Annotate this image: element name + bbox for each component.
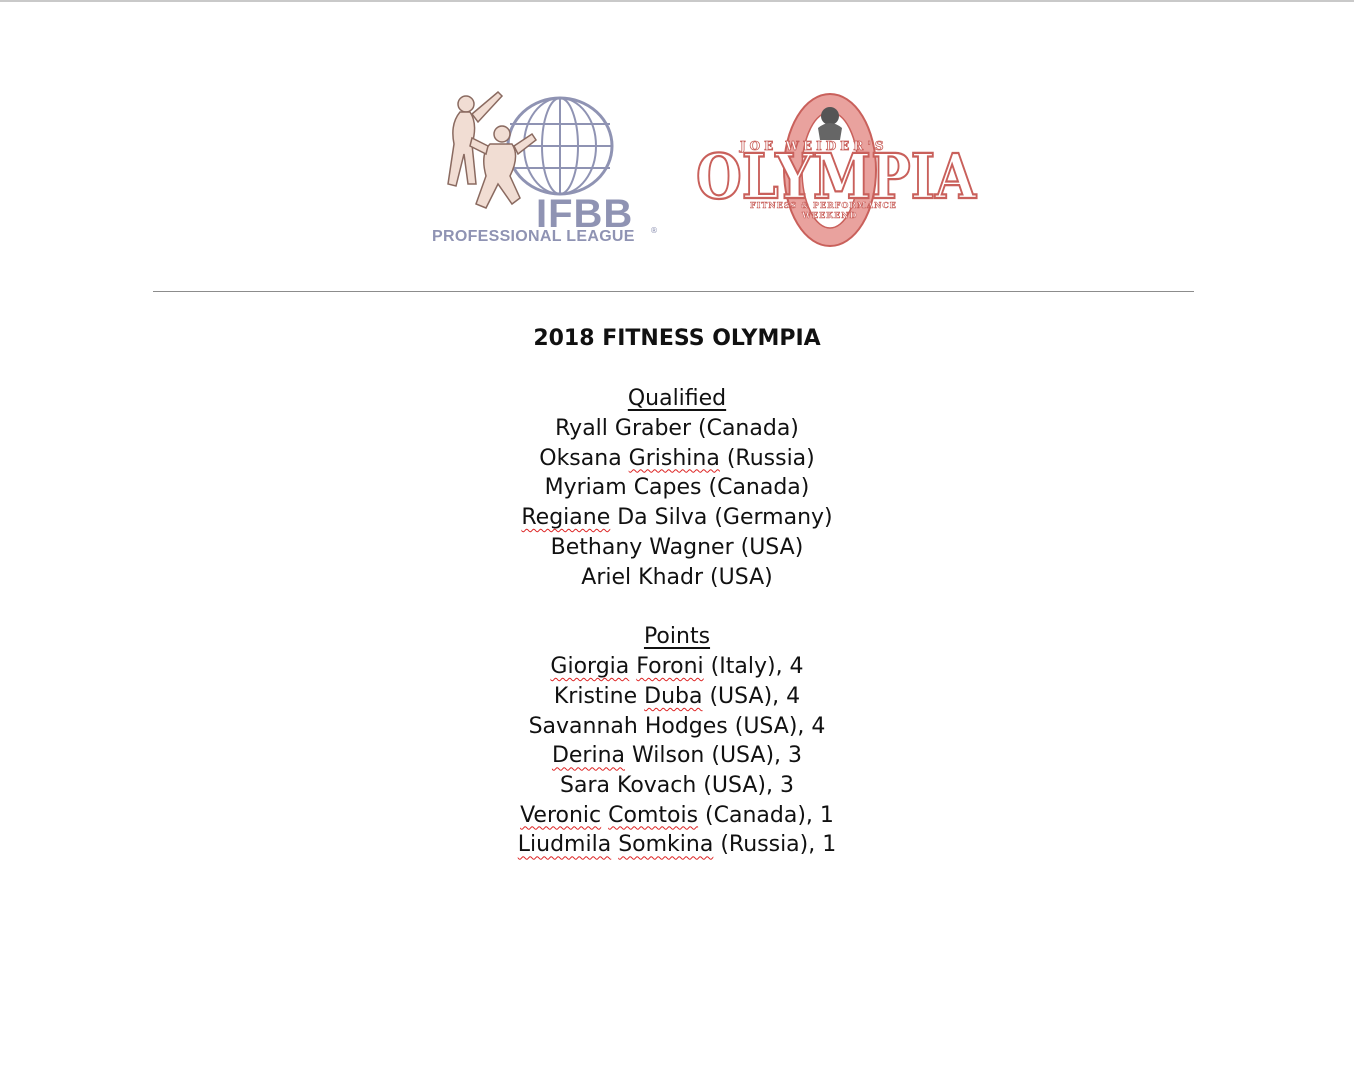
list-item: Derina Wilson (USA), 3 [551, 743, 803, 769]
registered-mark: ® [650, 226, 658, 235]
ifbb-wordmark: IFBB [536, 192, 634, 236]
list-item: Oksana Grishina (Russia) [539, 445, 815, 471]
olympia-bottom-text-2: WEEKEND [802, 210, 858, 220]
list-item: Kristine Duba (USA), 4 [553, 683, 801, 709]
ifbb-subtitle: PROFESSIONAL LEAGUE [432, 228, 635, 245]
list-item: Regiane Da Silva (Germany) [521, 505, 833, 531]
document-body [0, 322, 1354, 860]
list-item: Ryall Graber (Canada) [555, 416, 799, 441]
top-border [0, 0, 1354, 2]
list-item: Bethany Wagner (USA) [550, 534, 804, 560]
list-item: Sara Kovach (USA), 3 [560, 773, 794, 799]
olympia-bottom-text-1: FITNESS & PERFORMANCE [750, 200, 897, 210]
horizontal-divider [153, 291, 1194, 292]
list-item: Savannah Hodges (USA), 4 [528, 713, 826, 739]
olympia-wordmark: OLYMPIA [696, 140, 977, 213]
qualified-heading: Qualified [627, 386, 727, 411]
list-item: Ariel Khadr (USA) [581, 564, 773, 590]
list-item: Giorgia Foroni (Italy), 4 [550, 654, 804, 680]
list-item: Veronic Comtois (Canada), 1 [520, 802, 834, 828]
points-heading: Points [643, 624, 711, 650]
list-item: Myriam Capes (Canada) [544, 475, 810, 501]
page-title: 2018 FITNESS OLYMPIA [533, 326, 821, 351]
olympia-top-text: JOE WEIDER'S [740, 139, 888, 153]
list-item: Liudmila Somkina (Russia), 1 [517, 832, 837, 858]
olympia-logo [690, 88, 990, 253]
logo-header [0, 80, 1354, 260]
